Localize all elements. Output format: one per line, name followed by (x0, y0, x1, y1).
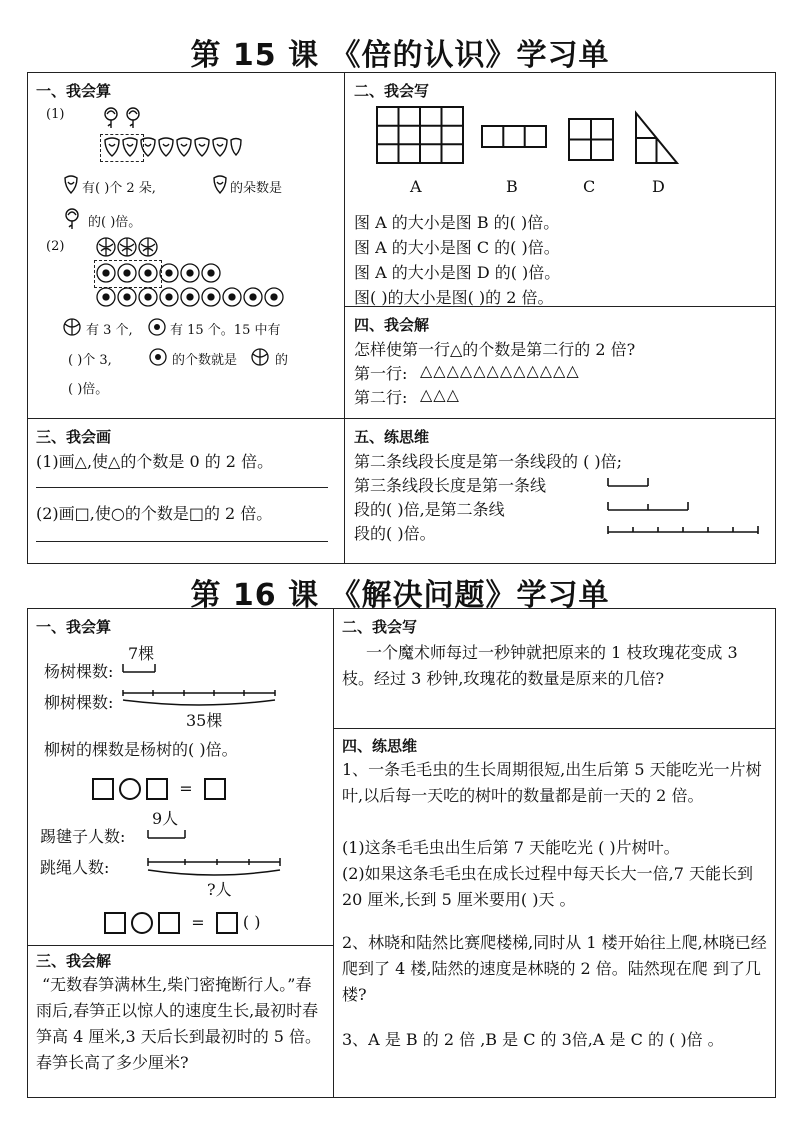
s4-question: 怎样使第一行△的个数是第二行的 2 倍? (354, 340, 636, 359)
section-heading: 四、我会解 (354, 316, 430, 334)
lesson16-right-split (333, 728, 776, 729)
s5-line3: 段的( )倍,是第二条线 (354, 500, 505, 519)
rope-segments-figure (145, 826, 285, 881)
soccer-ball-icon (147, 317, 167, 337)
s5-line4: 段的( )倍。 (354, 524, 436, 543)
answer-line (36, 487, 328, 488)
tiao-label: 跳绳人数: (40, 858, 110, 877)
problem-number: (1) (46, 107, 65, 122)
answer-square[interactable] (92, 778, 114, 800)
soccer-ball-icon (148, 347, 168, 367)
rose-icon (63, 175, 79, 195)
ball-row-small-icon (96, 236, 160, 258)
yang-value: 7棵 (128, 644, 155, 663)
s2-text: 一个魔术师每过一秒钟就把原来的 1 枝玫瑰花变成 3 枝。经过 3 秒钟,玫瑰花的数量是原来的几倍? (342, 643, 738, 688)
problem-number: (2) (46, 239, 65, 254)
s3-text: “无数春笋满林生,柴门密掩断行人。”春雨后,春笋正以惊人的速度生长,最初时春笋高 4 厘米,3 天后长到最初时的 5 倍。春笋长高了多少厘米? (36, 975, 322, 1072)
lesson15-left-split (27, 418, 345, 419)
s4-q3: 3、A 是 B 的 2 倍 ,B 是 C 的 3倍,A 是 C 的 ( )倍 。 (342, 1030, 724, 1049)
row2-label: 第二行: (354, 388, 408, 407)
equation-tail: ( ) (242, 912, 261, 932)
equation-row-2 (104, 912, 260, 934)
section-heading: 四、练思维 (342, 737, 418, 755)
s2-line: 图( )的大小是图( )的 2 倍。 (354, 288, 554, 307)
figure-label: A (410, 177, 422, 196)
row1-triangles: △△△△△△△△△△△△ (420, 361, 580, 380)
p1-line1b: 的朵数是 (230, 181, 283, 196)
line-segments-figure (606, 474, 766, 534)
ball-icon (62, 317, 82, 337)
s4-q1: 1、一条毛毛虫的生长周期很短,出生后第 5 天能吃光一片树叶,以后每一天吃的树叶的数量都是前一天的 2 倍。 (342, 760, 762, 805)
answer-square[interactable] (104, 912, 126, 934)
soccer-ball-rows-icon (96, 262, 306, 312)
figure-label: B (506, 177, 518, 196)
answer-square[interactable] (146, 778, 168, 800)
section-heading: 三、我会解 (36, 952, 112, 970)
equals-sign: = (179, 778, 193, 798)
answer-line (36, 541, 328, 542)
equation-row (92, 778, 226, 800)
rose-row-icon (102, 136, 242, 160)
s2-line: 图 A 的大小是图 B 的( )倍。 (354, 213, 560, 232)
s2-line: 图 A 的大小是图 C 的( )倍。 (354, 238, 560, 257)
lesson16-divider (333, 608, 334, 1098)
jian-value: 9人 (152, 809, 179, 828)
section-heading: 二、我会写 (354, 82, 430, 100)
p2-line3: ( )倍。 (68, 382, 109, 397)
row1-label: 第一行: (354, 364, 408, 383)
p2-line2c: 的 (275, 353, 289, 368)
yang-label: 杨树棵数: (44, 662, 114, 681)
jian-label: 踢毽子人数: (40, 827, 126, 846)
rose-icon (212, 175, 228, 195)
lesson15-divider (344, 72, 345, 564)
p1-line2: 的( )倍。 (88, 215, 142, 230)
s5-line1: 第二条线段长度是第一条线段的 ( )倍; (354, 452, 623, 471)
figure-label: C (583, 177, 596, 196)
answer-square[interactable] (216, 912, 238, 934)
lesson16-left-split (27, 945, 334, 946)
p2-line1b: 有 15 个。15 中有 (170, 323, 281, 338)
section-heading: 一、我会算 (36, 82, 112, 100)
answer-square[interactable] (158, 912, 180, 934)
s5-line2: 第三条线段长度是第一条线 (354, 476, 547, 495)
row2-triangles: △△△ (420, 385, 460, 404)
p2-line2a: ( )个 3, (68, 353, 112, 368)
liu-label: 柳树棵数: (44, 693, 114, 712)
flower-pair-icon (100, 106, 160, 130)
liu-value: 35棵 (186, 711, 223, 730)
s3-line2: (2)画□,使○的个数是□的 2 倍。 (36, 504, 273, 523)
section-heading: 二、我会写 (342, 618, 418, 636)
section-heading: 五、练思维 (354, 428, 430, 446)
answer-square[interactable] (204, 778, 226, 800)
section-heading: 一、我会算 (36, 618, 112, 636)
lesson16-title: 第 16 课 《解决问题》学习单 (190, 578, 610, 613)
tiao-value: ?人 (207, 880, 232, 899)
flower-icon (62, 208, 82, 230)
tree-segments-figure (120, 660, 280, 710)
p2-line1a: 有 3 个, (86, 323, 133, 338)
ball-icon (250, 347, 270, 367)
s4-q1b: (2)如果这条毛毛虫在成长过程中每天长大一倍,7 天能长到 20 厘米,长到 5 厘米要用( )天 。 (342, 864, 754, 909)
s2-line: 图 A 的大小是图 D 的( )倍。 (354, 263, 561, 282)
s3-line1: (1)画△,使△的个数是 0 的 2 倍。 (36, 452, 274, 471)
lesson15-title: 第 15 课 《倍的认识》学习单 (190, 38, 610, 73)
equals-sign: = (191, 912, 205, 932)
p1-line1: 有( )个 2 朵, (82, 181, 156, 196)
p2-line2b: 的个数就是 (172, 353, 238, 368)
s4-q2: 2、林晓和陆然比赛爬楼梯,同时从 1 楼开始往上爬,林晓已经爬到了 4 楼,陆然的速度是林晓的 2 倍。陆然现在爬 到了几楼? (342, 933, 767, 1004)
s4-q1a: (1)这条毛毛虫出生后第 7 天能吃光 ( )片树叶。 (342, 838, 680, 857)
operator-circle[interactable] (119, 778, 141, 800)
operator-circle[interactable] (131, 912, 153, 934)
figure-label: D (652, 177, 665, 196)
shape-figures (375, 105, 685, 170)
lesson15-right-split-2 (344, 418, 776, 419)
section-heading: 三、我会画 (36, 428, 112, 446)
s1-question: 柳树的棵数是杨树的( )倍。 (44, 740, 238, 759)
